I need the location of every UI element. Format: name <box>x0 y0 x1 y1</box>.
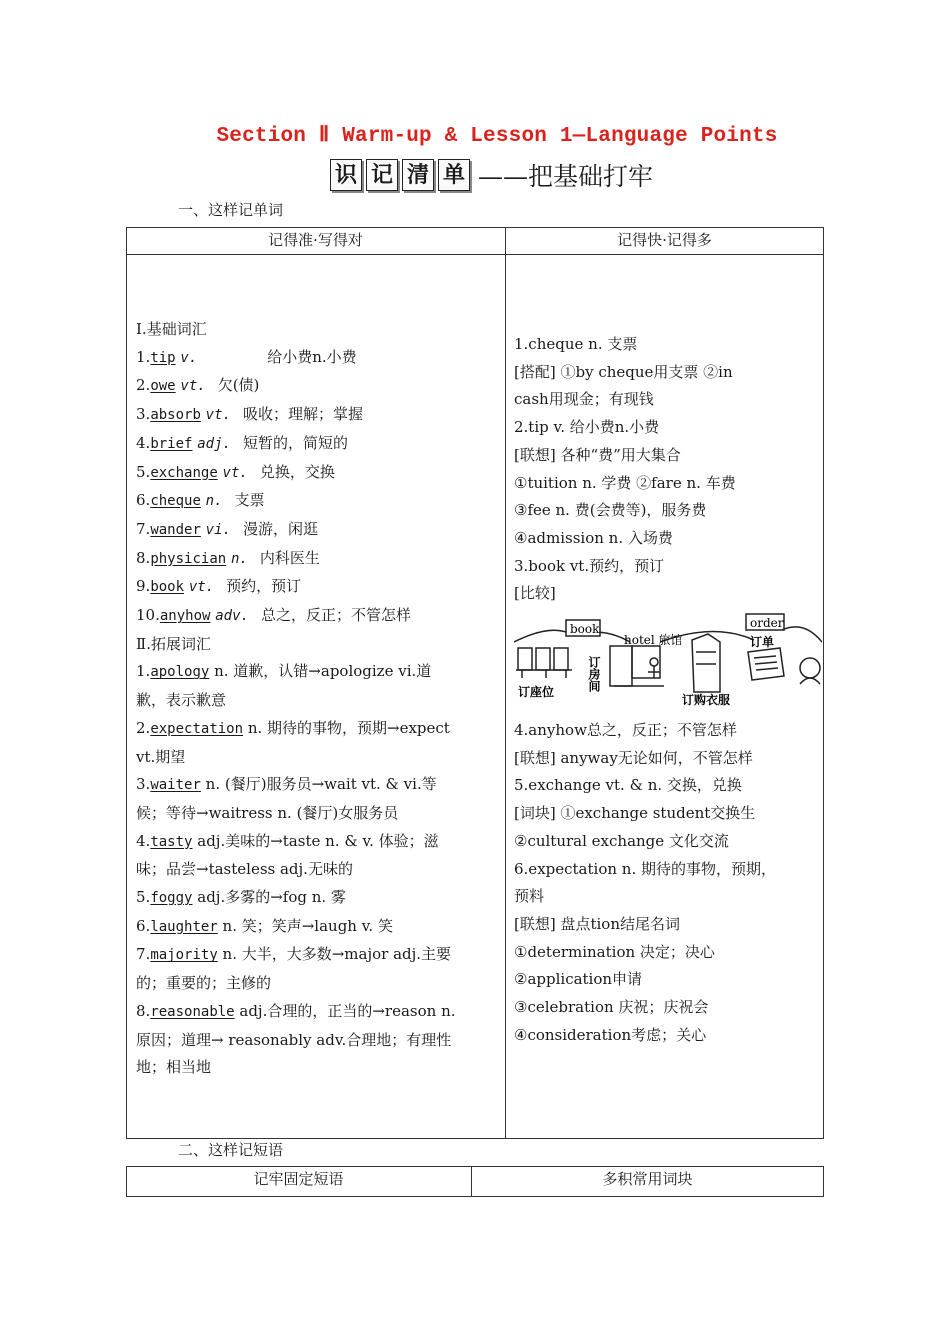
basic-heading: Ⅰ.基础词汇 <box>136 320 207 338</box>
illus-label-room: 订房间 <box>587 656 601 692</box>
ext-item: 5.foggy adj.多雾的→fog n. 雾 <box>136 888 346 907</box>
section-banner <box>330 158 653 192</box>
table-header-left: 记得准·写得对 <box>268 231 363 249</box>
ext-item-cont: 地；相当地 <box>136 1058 212 1077</box>
banner-char: 单 <box>438 159 470 191</box>
note-line: [联想] anyway无论如何，不管怎样 <box>514 748 753 767</box>
left-column <box>136 316 498 1082</box>
ext-item-cont: 候；等待→waitress n. (餐厅)女服务员 <box>136 803 399 822</box>
table-divider <box>126 254 824 255</box>
section-heading-phrases: 二、这样记短语 <box>178 1141 284 1159</box>
note-line: ③celebration 庆祝；庆祝会 <box>514 998 709 1017</box>
ext-item: 6.laughter n. 笑；笑声→laugh v. 笑 <box>136 916 393 935</box>
note-line: 预料 <box>514 887 545 906</box>
note-line: [比较] <box>514 584 556 603</box>
vocab-item: 10.anyhow adv. 总之，反正；不管怎样 <box>136 606 411 625</box>
banner-char: 识 <box>330 159 362 191</box>
vocab-item: 1.tip v. 给小费n.小费 <box>136 347 357 366</box>
book-order-illustration <box>514 612 822 712</box>
illus-label-clothes: 订购衣服 <box>682 693 731 707</box>
vocab-item: 3.absorb vt. 吸收；理解；掌握 <box>136 405 363 424</box>
table-divider <box>505 227 506 1139</box>
ext-item-cont: 的；重要的；主修的 <box>136 974 272 993</box>
ext-item-cont: vt.期望 <box>136 747 186 766</box>
section-heading-words: 一、这样记单词 <box>178 201 284 219</box>
vocab-item: 9.book vt. 预约，预订 <box>136 577 302 596</box>
ext-heading: Ⅱ.拓展词汇 <box>136 634 211 653</box>
note-line: ①tuition n. 学费 ②fare n. 车费 <box>514 473 736 492</box>
ext-item: 7.majority n. 大半，大多数→major adj.主要 <box>136 945 452 964</box>
note-line: ③fee n. 费(会费等)，服务费 <box>514 501 707 520</box>
note-line: [搭配] ①by cheque用支票 ②in <box>514 362 733 381</box>
banner-char: 记 <box>366 159 398 191</box>
banner-tail: ——把基础打牢 <box>478 162 654 191</box>
note-line: ②application申请 <box>514 970 643 989</box>
note-line: 3.book vt.预约，预订 <box>514 556 665 575</box>
note-line: 2.tip v. 给小费n.小费 <box>514 418 660 437</box>
table-header-left: 记牢固定短语 <box>253 1170 344 1188</box>
note-line: 1.cheque n. 支票 <box>514 335 638 353</box>
illus-label-meal: 订单 <box>750 635 775 649</box>
banner-char: 清 <box>402 159 434 191</box>
table-header-right: 多积常用词块 <box>602 1170 693 1188</box>
note-line: 4.anyhow总之，反正；不管怎样 <box>514 721 737 739</box>
note-line: 5.exchange vt. & n. 交换，兑换 <box>514 776 742 795</box>
right-column-top <box>514 331 816 608</box>
ext-item: 3.waiter n. (餐厅)服务员→wait vt. & vi.等 <box>136 775 437 794</box>
vocab-item: 8.physician n. 内科医生 <box>136 548 320 567</box>
vocab-item: 2.owe vt. 欠(债) <box>136 376 260 395</box>
note-line: 6.expectation n. 期待的事物，预期， <box>514 859 776 878</box>
ext-item-cont: 味；品尝→tasteless adj.无味的 <box>136 860 353 879</box>
vocab-item: 7.wander vi. 漫游，闲逛 <box>136 519 318 538</box>
table-header-right: 记得快·记得多 <box>617 231 712 249</box>
note-line: [联想] 各种“费”用大集合 <box>514 445 681 464</box>
illus-label-book: book <box>570 622 600 636</box>
ext-item: 1.apology n. 道歉，认错→apologize vi.道 <box>136 662 432 681</box>
right-column-bottom <box>514 717 816 1049</box>
ext-item-cont: 原因；道理→ reasonably adv.合理地；有理性 <box>136 1030 452 1049</box>
note-line: ②cultural exchange 文化交流 <box>514 831 729 850</box>
vocab-item: 4.brief adj. 短暂的，简短的 <box>136 433 348 452</box>
illus-label-seat: 订座位 <box>518 685 555 699</box>
note-line: ④admission n. 入场费 <box>514 528 673 547</box>
ext-item: 2.expectation n. 期待的事物，预期→expect <box>136 718 450 737</box>
ext-item: 4.tasty adj.美味的→taste n. & v. 体验；滋 <box>136 831 439 850</box>
note-line: ④consideration考虑；关心 <box>514 1025 707 1044</box>
illus-label-hotel: hotel 旅馆 <box>624 633 683 647</box>
note-line: cash用现金；有现钱 <box>514 390 654 409</box>
vocab-item: 6.cheque n. 支票 <box>136 491 265 510</box>
note-line: [词块] ①exchange student交换生 <box>514 804 756 823</box>
ext-item: 8.reasonable adj.合理的，正当的→reason n. <box>136 1001 456 1020</box>
note-line: [联想] 盘点tion结尾名词 <box>514 914 680 933</box>
vocab-item: 5.exchange vt. 兑换，交换 <box>136 462 335 481</box>
page-title: Section Ⅱ Warm-up & Lesson 1—Language Points <box>216 125 778 148</box>
ext-item-cont: 歉，表示歉意 <box>136 691 227 710</box>
note-line: ①determination 决定；决心 <box>514 942 715 961</box>
illus-label-order: order <box>750 616 784 630</box>
